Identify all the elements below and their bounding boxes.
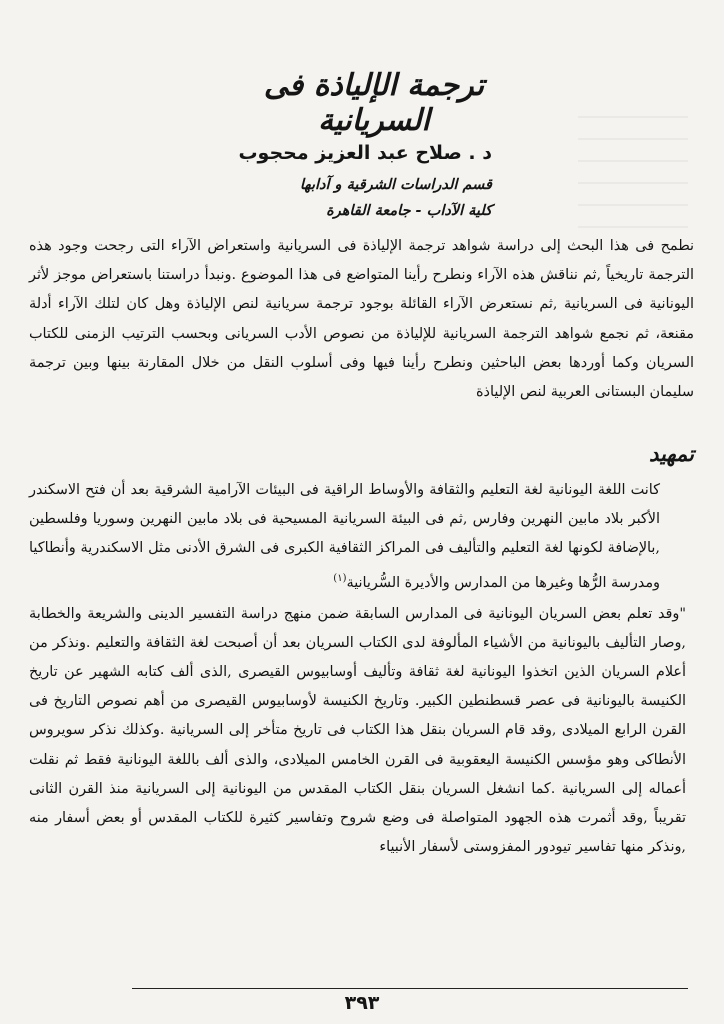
intro-section	[29, 476, 694, 862]
abstract-section	[29, 232, 694, 407]
author-name: د . صلاح عبد العزيز محجوب	[238, 142, 492, 164]
intro-paragraph-1-text: كانت اللغة اليونانية لغة التعليم والثقافة والأوساط الراقية فى البيئات الآرامية الشرقية بعد أن فتح الاسكندر الأكبر بلاد مابين النهرين وفارس ,ثم فى البيئة السريانية المسيحية فى بلاد مابين النهرين وسوريا وفلسطين ,بالإضافة لكونها لغة التعليم والتأليف فى المراكز الثقافية الكبرى فى الشرق الأدنى مثل الاسكندرية وأنطاكيا ومدرسة الرُّها وغيرها من المدارس والأديرة السُّريانية	[29, 482, 660, 591]
footer-rule	[132, 988, 688, 989]
page-number: ٣٩٣	[344, 992, 380, 1014]
author-department: قسم الدراسات الشرقية و آدابها	[299, 177, 492, 193]
show-through-text	[578, 108, 688, 228]
footnote-marker: (١)	[333, 572, 347, 584]
section-heading: تمهيد	[648, 442, 694, 466]
intro-paragraph-1	[29, 476, 694, 598]
abstract-paragraph: نطمح فى هذا البحث إلى دراسة شواهد ترجمة الإلياذة فى السريانية واستعراض الآراء التى رجحت وجود هذه الترجمة تاريخياً ,ثم نناقش هذه الآراء ونطرح رأينا المتواضع فى هذا الموضوع .ونبدأ دراستنا باستعراض موجز لأثر اليونانية فى السريانية ,ثم نستعرض الآراء القائلة بوجود ترجمة سريانية لنص الإلياذة وهل كان لتلك الآراء أدلة مقنعة، ثم نجمع شواهد الترجمة السريانية للإلياذة من نصوص الأدب السريانى وبحسب الترتيب الزمنى للكتاب السريان وكما أوردها بعض الباحثين ونطرح رأينا فيها وفى أسلوب النقل من خلال المقارنة بينها وبين ترجمة سليمان البستانى العربية لنص الإلياذة	[29, 238, 694, 401]
intro-paragraph-2: "وقد تعلم بعض السريان اليونانية فى المدارس السابقة ضمن منهج دراسة التفسير الدينى والشريعة والخطابة ,وصار التأليف باليونانية من الأشياء المألوفة لدى الكتاب السريان بعد أن أصبحت لغة الثقافة والتعليم .ونذكر من أعلام السريان الذين اتخذوا اليونانية لغة ثقافة وتأليف أوسابيوس القيصرى ,الذى ألف كتابه الشهير عن تاريخ الكنيسة باليونانية فى عصر قسطنطين الكبير. وتاريخ الكنيسة لأوسابيوس القيصرى من أهم نصوص التاريخ فى القرن الرابع الميلادى ,وقد قام السريان بنقل هذا الكتاب فى تاريخ متأخر إلى السريانية .وكذلك نذكر سويروس الأنطاكى وهو مؤسس الكنيسة اليعقوبية فى القرن الخامس الميلادى، والذى ألف باللغة اليونانية فقط ثم نقلت أعماله إلى السريانية .كما انشغل السريان بنقل الكتاب المقدس من اليونانية إلى السريانية منذ القرن الثانى تقريباً ,وقد أثمرت هذه الجهود المتواصلة فى وضع شروح وتفاسير كثيرة للكتاب المقدس أو بعض أسفار منه ,ونذكر منها تفاسير تيودور المفزوستى لأسفار الأنبياء	[29, 605, 686, 856]
author-faculty: كلية الآداب - جامعة القاهرة	[326, 203, 492, 219]
article-title: ترجمة الإلياذة فى السريانية	[263, 68, 485, 138]
